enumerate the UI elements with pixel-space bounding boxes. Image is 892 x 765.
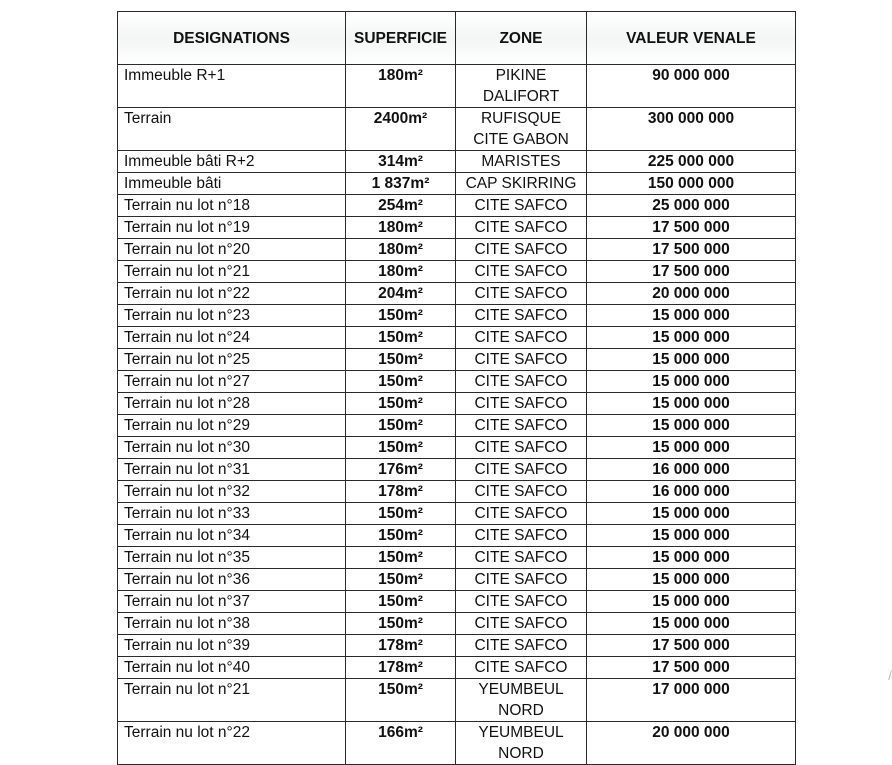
cell-superficie: 150m² [346, 679, 456, 722]
cell-superficie: 180m² [346, 261, 456, 283]
table-row [118, 613, 796, 635]
cell-valeur-venale: 15 000 000 [587, 613, 796, 635]
zone-line: NORD [498, 745, 544, 762]
cell-valeur-venale: 15 000 000 [587, 371, 796, 393]
cell-superficie: 150m² [346, 305, 456, 327]
cell-valeur-venale: 17 500 000 [587, 635, 796, 657]
table-row [118, 657, 796, 679]
cell-designation: Terrain nu lot n°38 [118, 613, 346, 635]
header-row [118, 12, 796, 65]
cell-zone [456, 722, 587, 765]
cell-designation: Terrain nu lot n°23 [118, 305, 346, 327]
cell-superficie: 176m² [346, 459, 456, 481]
zone-line: CITE SAFCO [474, 615, 568, 632]
cell-zone [456, 108, 587, 151]
cell-designation: Terrain nu lot n°34 [118, 525, 346, 547]
zone-line: CITE SAFCO [474, 527, 568, 544]
cell-zone [456, 503, 587, 525]
cell-designation: Terrain nu lot n°25 [118, 349, 346, 371]
header-designations: DESIGNATIONS [118, 12, 346, 65]
table-row [118, 349, 796, 371]
cell-zone [456, 283, 587, 305]
cell-designation: Terrain nu lot n°19 [118, 217, 346, 239]
cell-designation: Terrain nu lot n°20 [118, 239, 346, 261]
cell-valeur-venale: 25 000 000 [587, 195, 796, 217]
cell-valeur-venale: 17 500 000 [587, 657, 796, 679]
table-row [118, 217, 796, 239]
cell-zone [456, 261, 587, 283]
edge-artifact: / [888, 667, 892, 683]
cell-superficie: 150m² [346, 503, 456, 525]
zone-line: CITE SAFCO [474, 593, 568, 610]
zone-line: DALIFORT [482, 88, 560, 105]
zone-line: CITE SAFCO [474, 395, 568, 412]
table-row [118, 151, 796, 173]
cell-designation: Terrain nu lot n°24 [118, 327, 346, 349]
cell-designation: Terrain nu lot n°22 [118, 283, 346, 305]
zone-line: PIKINE [495, 67, 547, 84]
cell-designation: Immeuble R+1 [118, 65, 346, 108]
cell-designation: Terrain nu lot n°18 [118, 195, 346, 217]
zone-line: CITE SAFCO [474, 637, 568, 654]
cell-designation: Terrain nu lot n°39 [118, 635, 346, 657]
cell-superficie: 150m² [346, 569, 456, 591]
cell-designation: Terrain nu lot n°32 [118, 481, 346, 503]
cell-valeur-venale: 20 000 000 [587, 283, 796, 305]
zone-line: CITE SAFCO [474, 549, 568, 566]
zone-line: CITE SAFCO [474, 439, 568, 456]
cell-designation: Terrain nu lot n°22 [118, 722, 346, 765]
table-row [118, 679, 796, 722]
cell-zone [456, 217, 587, 239]
cell-superficie: 150m² [346, 591, 456, 613]
zone-line: CITE GABON [473, 131, 569, 148]
table-row [118, 108, 796, 151]
table-row [118, 569, 796, 591]
cell-zone [456, 569, 587, 591]
zone-line: CITE SAFCO [474, 417, 568, 434]
cell-zone [456, 657, 587, 679]
cell-valeur-venale: 15 000 000 [587, 305, 796, 327]
cell-superficie: 314m² [346, 151, 456, 173]
cell-designation: Immeuble bâti [118, 173, 346, 195]
zone-line: CITE SAFCO [474, 241, 568, 258]
cell-designation: Terrain nu lot n°37 [118, 591, 346, 613]
table-row [118, 173, 796, 195]
cell-designation: Terrain [118, 108, 346, 151]
zone-line: CITE SAFCO [474, 461, 568, 478]
cell-designation: Terrain nu lot n°21 [118, 261, 346, 283]
cell-valeur-venale: 150 000 000 [587, 173, 796, 195]
cell-designation: Immeuble bâti R+2 [118, 151, 346, 173]
cell-designation: Terrain nu lot n°21 [118, 679, 346, 722]
table-row [118, 503, 796, 525]
cell-designation: Terrain nu lot n°31 [118, 459, 346, 481]
cell-superficie: 150m² [346, 371, 456, 393]
cell-designation: Terrain nu lot n°30 [118, 437, 346, 459]
zone-line: CITE SAFCO [474, 373, 568, 390]
cell-superficie: 150m² [346, 547, 456, 569]
zone-line: CITE SAFCO [474, 329, 568, 346]
cell-zone [456, 679, 587, 722]
cell-valeur-venale: 17 500 000 [587, 217, 796, 239]
cell-valeur-venale: 15 000 000 [587, 525, 796, 547]
cell-zone [456, 635, 587, 657]
cell-valeur-venale: 15 000 000 [587, 393, 796, 415]
zone-line: CITE SAFCO [474, 307, 568, 324]
property-table-container [117, 11, 795, 765]
cell-valeur-venale: 15 000 000 [587, 591, 796, 613]
table-row [118, 327, 796, 349]
cell-superficie: 150m² [346, 415, 456, 437]
cell-zone [456, 305, 587, 327]
table-row [118, 371, 796, 393]
table-row [118, 635, 796, 657]
cell-zone [456, 481, 587, 503]
zone-line: YEUMBEUL [478, 724, 564, 741]
table-row [118, 459, 796, 481]
zone-line: CITE SAFCO [474, 197, 568, 214]
zone-line: YEUMBEUL [478, 681, 564, 698]
cell-designation: Terrain nu lot n°27 [118, 371, 346, 393]
cell-superficie: 166m² [346, 722, 456, 765]
cell-superficie: 150m² [346, 525, 456, 547]
cell-designation: Terrain nu lot n°40 [118, 657, 346, 679]
cell-superficie: 178m² [346, 657, 456, 679]
table-row [118, 437, 796, 459]
cell-valeur-venale: 20 000 000 [587, 722, 796, 765]
cell-zone [456, 65, 587, 108]
cell-zone [456, 459, 587, 481]
cell-zone [456, 437, 587, 459]
table-row [118, 591, 796, 613]
cell-valeur-venale: 90 000 000 [587, 65, 796, 108]
cell-superficie: 180m² [346, 239, 456, 261]
cell-superficie: 180m² [346, 217, 456, 239]
cell-superficie: 150m² [346, 393, 456, 415]
cell-zone [456, 371, 587, 393]
cell-valeur-venale: 17 500 000 [587, 261, 796, 283]
table-row [118, 261, 796, 283]
cell-zone [456, 327, 587, 349]
zone-line: CITE SAFCO [474, 263, 568, 280]
cell-designation: Terrain nu lot n°36 [118, 569, 346, 591]
cell-valeur-venale: 15 000 000 [587, 327, 796, 349]
cell-zone [456, 415, 587, 437]
zone-line: CAP SKIRRING [465, 175, 577, 192]
cell-superficie: 254m² [346, 195, 456, 217]
cell-valeur-venale: 15 000 000 [587, 349, 796, 371]
cell-valeur-venale: 300 000 000 [587, 108, 796, 151]
property-table [117, 11, 796, 765]
cell-superficie: 150m² [346, 327, 456, 349]
table-row [118, 525, 796, 547]
table-body [118, 65, 796, 765]
table-row [118, 195, 796, 217]
cell-superficie: 1 837m² [346, 173, 456, 195]
cell-zone [456, 591, 587, 613]
table-row [118, 305, 796, 327]
cell-valeur-venale: 15 000 000 [587, 503, 796, 525]
cell-valeur-venale: 225 000 000 [587, 151, 796, 173]
cell-zone [456, 239, 587, 261]
cell-superficie: 204m² [346, 283, 456, 305]
zone-line: NORD [498, 702, 544, 719]
zone-line: CITE SAFCO [474, 219, 568, 236]
cell-valeur-venale: 15 000 000 [587, 415, 796, 437]
cell-zone [456, 393, 587, 415]
cell-valeur-venale: 17 500 000 [587, 239, 796, 261]
cell-superficie: 178m² [346, 635, 456, 657]
cell-designation: Terrain nu lot n°28 [118, 393, 346, 415]
header-valeur-venale: VALEUR VENALE [587, 12, 796, 65]
zone-line: MARISTES [481, 153, 561, 170]
cell-superficie: 178m² [346, 481, 456, 503]
zone-line: CITE SAFCO [474, 285, 568, 302]
cell-valeur-venale: 16 000 000 [587, 481, 796, 503]
cell-superficie: 150m² [346, 437, 456, 459]
cell-valeur-venale: 16 000 000 [587, 459, 796, 481]
cell-superficie: 180m² [346, 65, 456, 108]
cell-valeur-venale: 15 000 000 [587, 547, 796, 569]
header-superficie: SUPERFICIE [346, 12, 456, 65]
table-row [118, 239, 796, 261]
cell-zone [456, 547, 587, 569]
cell-zone [456, 173, 587, 195]
zone-line: RUFISQUE [480, 110, 562, 127]
cell-superficie: 150m² [346, 349, 456, 371]
zone-line: CITE SAFCO [474, 483, 568, 500]
cell-designation: Terrain nu lot n°33 [118, 503, 346, 525]
table-row [118, 283, 796, 305]
cell-zone [456, 195, 587, 217]
cell-valeur-venale: 17 000 000 [587, 679, 796, 722]
header-zone: ZONE [456, 12, 587, 65]
cell-zone [456, 151, 587, 173]
zone-line: CITE SAFCO [474, 571, 568, 588]
table-row [118, 481, 796, 503]
table-row [118, 65, 796, 108]
cell-superficie: 150m² [346, 613, 456, 635]
cell-designation: Terrain nu lot n°35 [118, 547, 346, 569]
zone-line: CITE SAFCO [474, 505, 568, 522]
cell-zone [456, 525, 587, 547]
cell-superficie: 2400m² [346, 108, 456, 151]
cell-designation: Terrain nu lot n°29 [118, 415, 346, 437]
table-row [118, 415, 796, 437]
cell-zone [456, 613, 587, 635]
cell-valeur-venale: 15 000 000 [587, 569, 796, 591]
cell-zone [456, 349, 587, 371]
cell-valeur-venale: 15 000 000 [587, 437, 796, 459]
zone-line: CITE SAFCO [474, 659, 568, 676]
zone-line: CITE SAFCO [474, 351, 568, 368]
table-row [118, 393, 796, 415]
table-row [118, 722, 796, 765]
table-row [118, 547, 796, 569]
table-header [118, 12, 796, 65]
